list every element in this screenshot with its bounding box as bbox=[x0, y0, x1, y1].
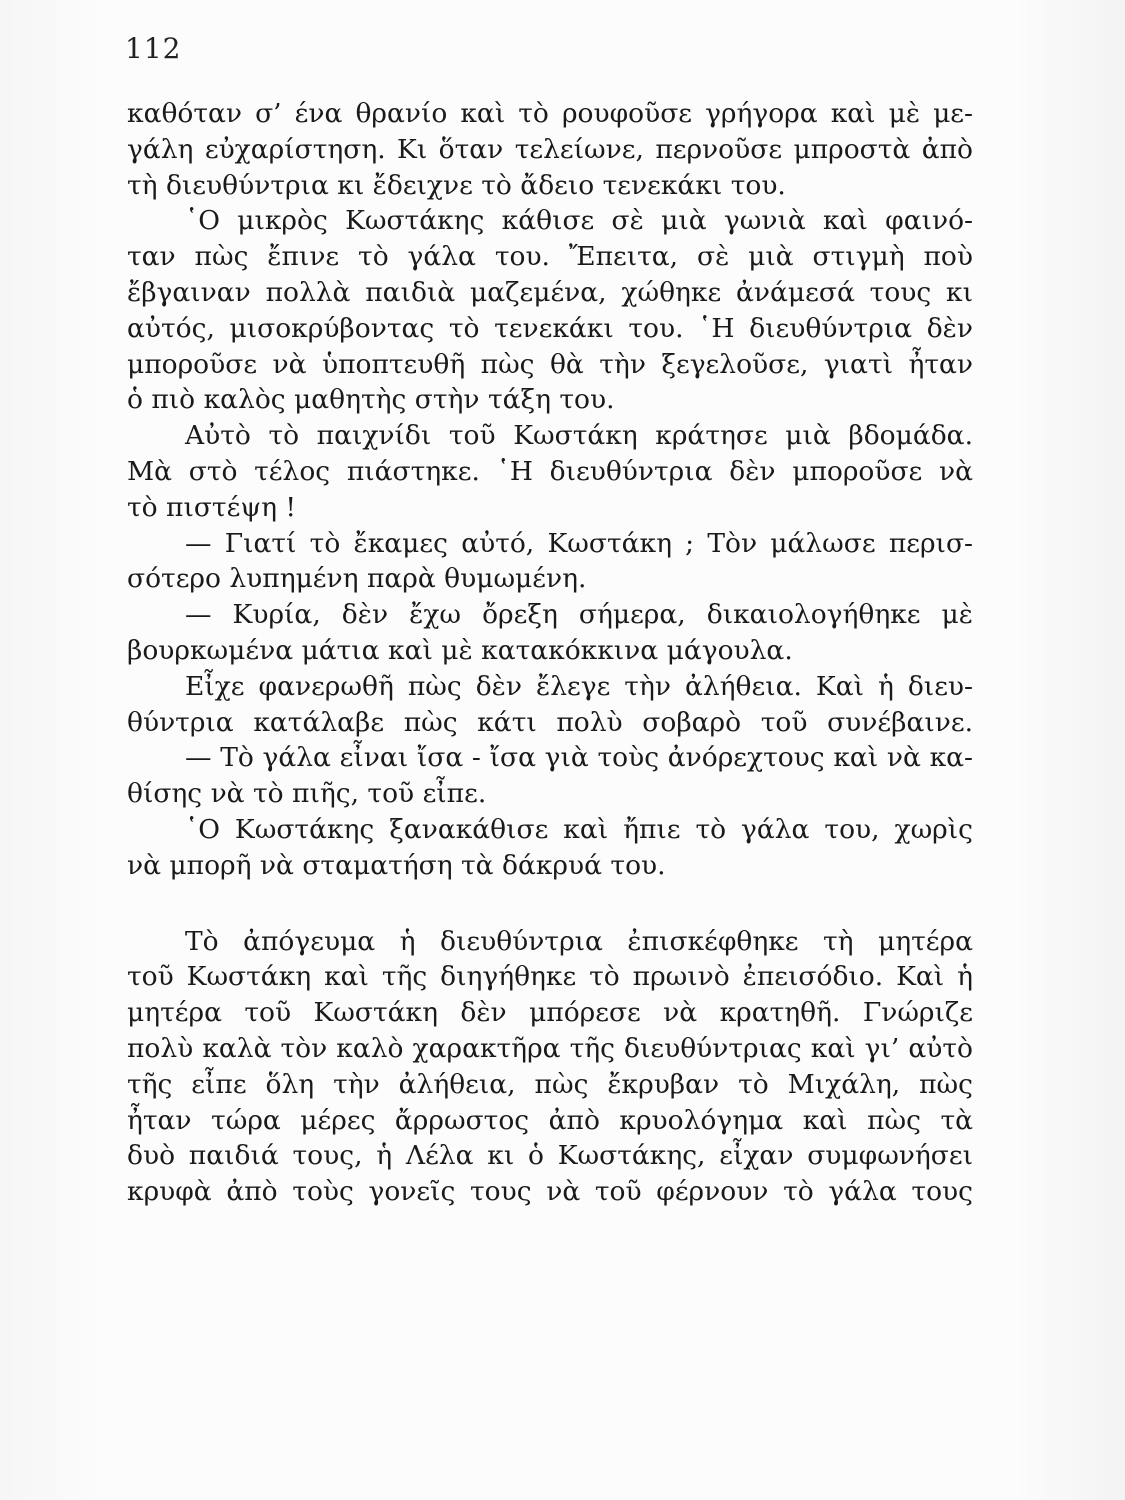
page-number: 112 bbox=[125, 32, 182, 65]
text-line: γάλη εὐχαρίστηση. Κι ὅταν τελείωνε, περνοῦσε μπροστὰ ἀπὸ bbox=[127, 133, 973, 165]
paragraph-group-1 bbox=[127, 96, 973, 884]
body-text bbox=[127, 96, 973, 1210]
text-line: μποροῦσε νὰ ὑποπτευθῆ πὼς θὰ τὴν ξεγελοῦσε, γιατὶ ἦταν bbox=[127, 348, 973, 380]
section-gap bbox=[127, 884, 973, 924]
text-line: τὴ διευθύντρια κι ἔδειχνε τὸ ἄδειο τενεκάκι του. bbox=[127, 169, 786, 201]
text-line: ῾Ο μικρὸς Κωστάκης κάθισε σὲ μιὰ γωνιὰ καὶ φαινό- bbox=[185, 205, 973, 237]
text-line: μητέρα τοῦ Κωστάκη δὲν μπόρεσε νὰ κρατηθῆ. Γνώριζε bbox=[127, 997, 973, 1029]
text-line: ἔβγαιναν πολλὰ παιδιὰ μαζεμένα, χώθηκε ἀνάμεσά τους κι bbox=[127, 276, 973, 308]
text-line: ὁ πιὸ καλὸς μαθητὴς στὴν τάξη του. bbox=[127, 384, 615, 416]
text-line: κρυφὰ ἀπὸ τοὺς γονεῖς τους νὰ τοῦ φέρνουν τὸ γάλα τους bbox=[127, 1176, 973, 1208]
text-line: τῆς εἶπε ὅλη τὴν ἀλήθεια, πὼς ἔκρυβαν τὸ Μιχάλη, πὼς bbox=[127, 1068, 973, 1100]
text-line: θίσης νὰ τὸ πιῆς, τοῦ εἶπε. bbox=[127, 778, 487, 810]
text-line: — Γιατί τὸ ἔκαμες αὐτό, Κωστάκη ; Τὸν μάλωσε περισ- bbox=[185, 527, 973, 559]
text-line: τὸ πιστέψη ! bbox=[127, 491, 297, 523]
text-line: βουρκωμένα μάτια καὶ μὲ κατακόκκινα μάγουλα. bbox=[127, 634, 793, 666]
text-line: καθόταν σ’ ένα θρανίο καὶ τὸ ρουφοῦσε γρήγορα καὶ μὲ με- bbox=[127, 98, 973, 129]
text-line: Αὐτὸ τὸ παιχνίδι τοῦ Κωστάκη κράτησε μιὰ βδομάδα. bbox=[185, 420, 973, 452]
text-line: — Κυρία, δὲν ἔχω ὄρεξη σήμερα, δικαιολογήθηκε μὲ bbox=[185, 599, 973, 631]
text-line: νὰ μπορῆ νὰ σταματήση τὰ δάκρυά του. bbox=[127, 849, 666, 881]
text-line: Μὰ στὸ τέλος πιάστηκε. ῾Η διευθύντρια δὲν μποροῦσε νὰ bbox=[127, 455, 973, 487]
paragraph-group-2 bbox=[127, 924, 973, 1210]
text-line: αὐτός, μισοκρύβοντας τὸ τενεκάκι του. ῾Η διευθύντρια δὲν bbox=[127, 312, 973, 344]
text-line: δυὸ παιδιά τους, ἡ Λέλα κι ὁ Κωστάκης, εἶχαν συμφωνήσει bbox=[127, 1140, 973, 1172]
text-line: ῾Ο Κωστάκης ξανακάθισε καὶ ἤπιε τὸ γάλα του, χωρὶς bbox=[185, 813, 973, 845]
text-line: ἦταν τώρα μέρες ἄρρωστος ἀπὸ κρυολόγημα καὶ πὼς τὰ bbox=[127, 1104, 973, 1136]
text-line: ταν πὼς ἔπινε τὸ γάλα του. Ἔπειτα, σὲ μιὰ στιγμὴ ποὺ bbox=[127, 241, 973, 273]
text-line: σότερο λυπημένη παρὰ θυμωμένη. bbox=[127, 563, 587, 595]
text-line: θύντρια κατάλαβε πὼς κάτι πολὺ σοβαρὸ τοῦ συνέβαινε. bbox=[127, 706, 973, 738]
text-line: Τὸ ἀπόγευμα ἡ διευθύντρια ἐπισκέφθηκε τὴ μητέρα bbox=[185, 925, 973, 957]
text-line: τοῦ Κωστάκη καὶ τῆς διηγήθηκε τὸ πρωινὸ ἐπεισόδιο. Καὶ ἡ bbox=[127, 961, 973, 993]
text-line: — Τὸ γάλα εἶναι ἴσα - ἴσα γιὰ τοὺς ἀνόρεχτους καὶ νὰ κα- bbox=[185, 742, 973, 774]
text-line: πολὺ καλὰ τὸν καλὸ χαρακτῆρα τῆς διευθύντριας καὶ γι’ αὐτὸ bbox=[127, 1032, 973, 1064]
text-line: Εἶχε φανερωθῆ πὼς δὲν ἔλεγε τὴν ἀλήθεια. Καὶ ἡ διευ- bbox=[185, 670, 973, 702]
